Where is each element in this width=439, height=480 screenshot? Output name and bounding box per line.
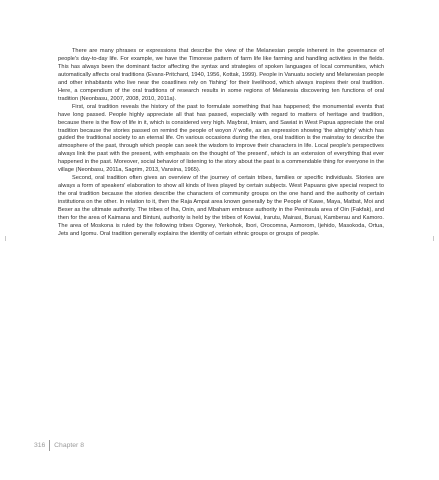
footer-divider <box>49 440 50 451</box>
page-footer <box>34 439 84 451</box>
chapter-label: Chapter 8 <box>54 441 84 449</box>
crop-mark-left <box>5 236 6 241</box>
paragraph-3: Second, oral tradition often gives an overview of the journey of certain tribes, families or specific individuals. Stories are always a form of speakers' elaboration to show all kinds of lives played by certain subjects. West Papuans give special respect to the oral tradition because the stories describe the characters of community groups on the one hand and the authority of certain institutions on the other. In relation to it, then the Raja Ampat area known generally by the People of Kawe, Maya, Matbat, Moi and Beser as the ultimate authority. The tribes of Iha, Onin, and Mbaham embrace authority in the Peninsula area of Oin (Fakfak), and then for the area of Kaimana and Bintuni, authority is held by the tribes of Kowiai, Irarutu, Mairasi, Buruai, Kamberau and Kamoro. The area of Moskona is ruled by the following tribes Ogoney, Yerkohok, Ibori, Orocomna, Asmorom, Ijehido, Masokoda, Ortua, Jets and Igomu. Oral tradition generally explains the identity of certain ethnic groups or groups of people. <box>58 175 384 237</box>
paragraph-1: There are many phrases or expressions that describe the view of the Melanesian people inherent in the governance of people's day-to-day life. For example, we have the Timorese pattern of farm life like farming and handling activities in the fields. This has always been the dominant factor affecting the syntax and strategies of spoken languages of local communities, which automatically affects oral traditions (Evans-Pritchard, 1940, 1956, Kottak, 1999). People in Vanuatu society and Melanesian people and other inhabitants who live near the coastlines rely on 'fishing' for their livelihood, which always inspires their oral tradition. Here, a compendium of the oral traditions of research results in some regions of Melanesia discovering ten functions of oral tradition (Neonbasu, 2007, 2008, 2010, 2011a). <box>58 48 384 102</box>
page-number: 316 <box>34 441 46 449</box>
crop-mark-right <box>433 236 434 241</box>
body-text <box>58 48 384 239</box>
paragraph-2: First, oral tradition reveals the history of the past to formulate something that has happened; the monumental events that have long passed. People highly appreciate all that has passed, especially with regard to matters of heritage and tradition, because there is the flow of life in it, which is considered very high. Maybrat, Imiam, and Sawiat in West Papua appreciate the oral tradition because the stories passed on remind the people of woyon // wofle, as an expression showing 'the almighty' which has guided the traditional society to an eternal life. On various occasions during the rites, oral tradition is the mainstay to describe the atmosphere of the past, through which people can seek the wisdom to improve their characters in life. Local people's perspectives always link the past with the present, with emphasis on the thought of 'the present', which is an extension of everything that ever happened in the past. Moreover, social behavior of listening to the story about the past is a commendable thing for everyone in the village (Neonbasu, 2011a, Sagrim, 2013, Vansina, 1965). <box>58 103 384 174</box>
